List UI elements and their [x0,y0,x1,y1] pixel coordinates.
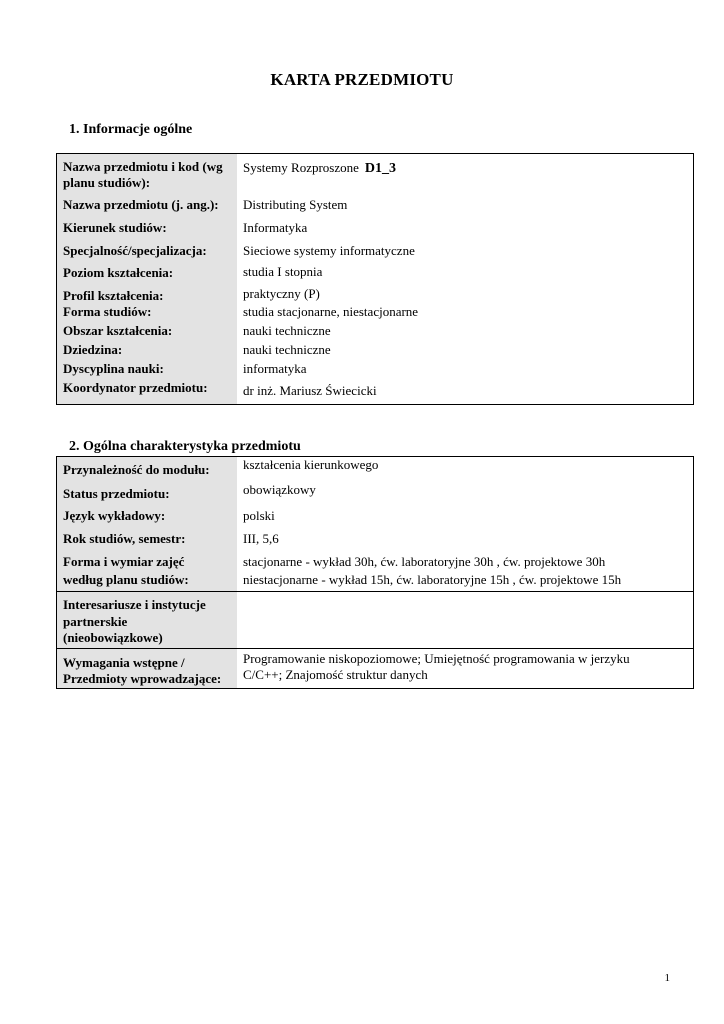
row-value [237,549,694,592]
row-value: Sieciowe systemy informatyczne [243,242,415,258]
table-row [57,592,694,649]
section-2-heading: 2. Ogólna charakterystyka przedmiotu [69,439,301,454]
row-label: Dyscyplina nauki: [57,361,238,380]
row-label [57,549,238,592]
table-row [57,194,694,216]
row-label: Kierunek studiów: [57,216,238,239]
row-label-line: partnerskie [63,613,128,629]
table-row [57,342,694,361]
characteristics-table [56,456,694,689]
row-label: Obszar kształcenia: [57,323,238,342]
table-row [57,649,694,689]
row-value-line: niestacjonarne - wykład 15h, ćw. laboratoryjne 15h , ćw. projektowe 15h [243,571,622,587]
row-label [57,592,238,649]
row-label: Status przedmiotu: [57,480,238,504]
row-label-line: Interesariusze i instytucje [63,597,206,612]
row-label: Język wykładowy: [57,504,238,527]
general-info-table [56,153,694,405]
row-label: Nazwa przedmiotu i kod (wg planu studiów): [57,154,238,194]
table-row [57,361,694,380]
section-1-heading: 1. Informacje ogólne [69,122,193,137]
row-label-line: Przedmioty wprowadzające: [63,671,222,686]
table-row [57,323,694,342]
row-value: obowiązkowy [243,481,316,497]
row-value: dr inż. Mariusz Świecicki [243,382,377,398]
table-row [57,239,694,261]
course-code: D1_3 [364,161,397,176]
table-row [57,261,694,284]
table-row [57,527,694,549]
row-label: Profil kształcenia: [57,284,238,304]
row-value: III, 5,6 [243,530,279,546]
table-row [57,549,694,592]
row-value-line: C/C++; Znajomość struktur danych [243,667,428,682]
row-label [57,649,238,689]
course-name: Systemy Rozproszone [243,160,359,175]
table-row [57,380,694,405]
row-value: informatyka [243,360,307,376]
row-value [237,592,694,649]
row-value [237,649,694,689]
table-row [57,480,694,504]
row-label: Rok studiów, semestr: [57,527,238,549]
table-row [57,284,694,304]
table-row [57,304,694,323]
table-row [57,154,694,194]
row-label-line: (nieobowiązkowe) [63,630,163,645]
document-title: KARTA PRZEDMIOTU [270,70,454,89]
row-value: praktyczny (P) [243,285,320,301]
table-row [57,504,694,527]
row-label-line: według planu studiów: [63,571,189,587]
row-value: kształcenia kierunkowego [243,457,379,472]
row-label: Przynależność do modułu: [57,457,238,480]
row-value: polski [243,507,275,523]
row-value [237,154,694,194]
row-value: studia I stopnia [243,263,323,279]
row-value-line: Programowanie niskopoziomowe; Umiejętność programowania w jerzyku [243,651,630,666]
row-value: Informatyka [243,219,308,235]
table-row [57,457,694,480]
row-label: Dziedzina: [57,342,238,361]
row-label-line: Forma i wymiar zajęć [63,553,185,569]
row-label-line: Wymagania wstępne / [63,655,185,670]
row-label: Koordynator przedmiotu: [57,380,238,405]
table-row [57,216,694,239]
row-value-line: stacjonarne - wykład 30h, ćw. laboratoryjne 30h , ćw. projektowe 30h [243,553,606,569]
row-label: Forma studiów: [57,304,238,323]
row-value: Distributing System [243,196,348,212]
row-label: Specjalność/specjalizacja: [57,239,238,261]
row-value: studia stacjonarne, niestacjonarne [243,303,419,319]
row-value: nauki techniczne [243,322,331,338]
page-number: 1 [664,972,670,984]
row-label: Poziom kształcenia: [57,261,238,284]
row-label: Nazwa przedmiotu (j. ang.): [57,194,238,216]
row-value: nauki techniczne [243,341,331,357]
